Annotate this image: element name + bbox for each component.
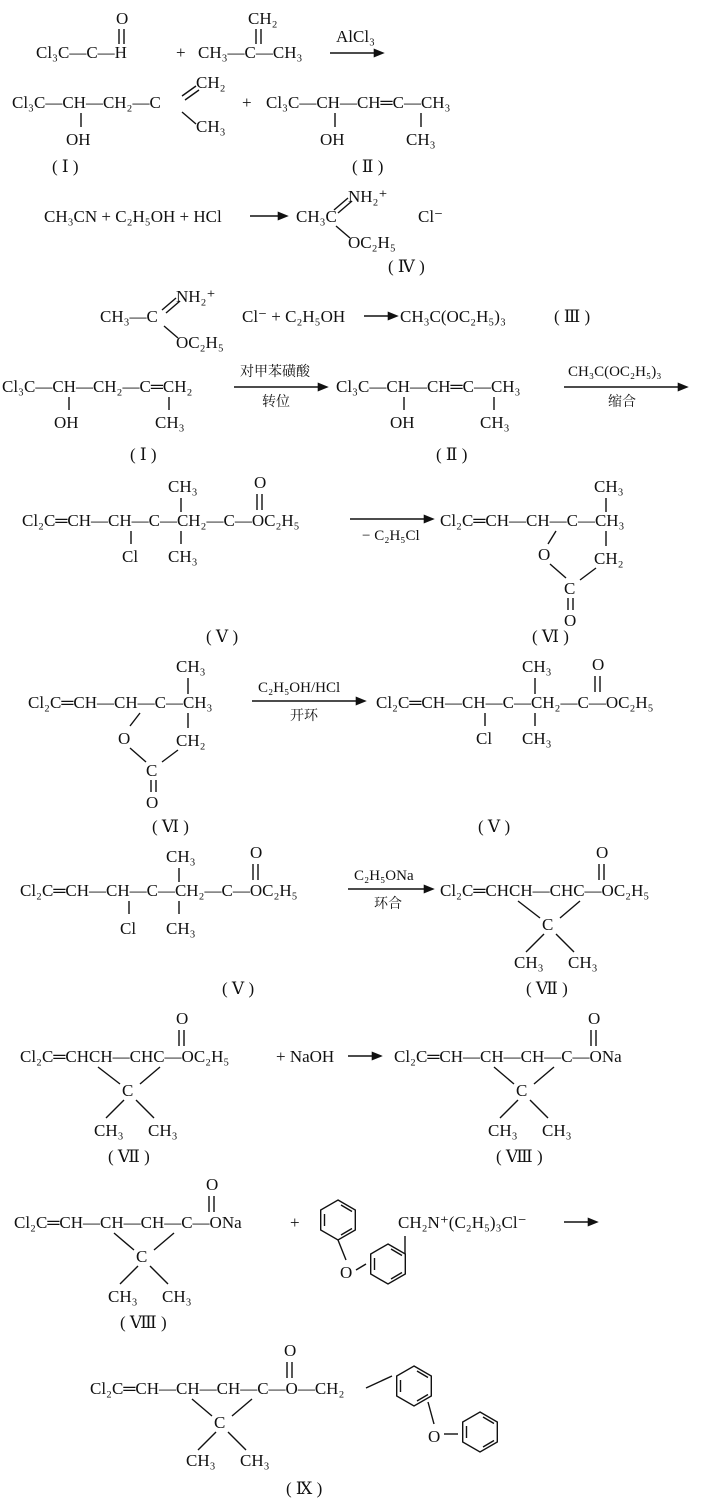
compound-v-o: O xyxy=(250,843,263,862)
reactants: CH₃CN + C₂H₅OH + HCl xyxy=(44,207,222,226)
compound-i-ch3: CH₃ xyxy=(155,413,185,432)
reaction-2 xyxy=(12,73,451,176)
label-ix: ( Ⅸ ) xyxy=(286,1479,323,1498)
plus-sign: + xyxy=(290,1213,300,1232)
chloride: Cl⁻ xyxy=(418,207,444,226)
compound-v-o: O xyxy=(254,473,267,492)
compound-ix-me1: CH₃ xyxy=(186,1451,216,1470)
compound-ii: Cl₃C—CH—CH═C—CH₃ xyxy=(336,377,521,396)
compound-viii-me2: CH₃ xyxy=(162,1287,192,1306)
trichloroacetaldehyde: Cl₃C—C—H xyxy=(36,43,127,62)
compound-viii: Cl₂C═CH—CH—CH—C—ONa xyxy=(394,1047,622,1066)
product-i-ch3: CH₃ xyxy=(196,117,226,136)
compound-vi-ring-o: O xyxy=(538,545,551,564)
condition-alcl3: AlCl₃ xyxy=(336,27,375,46)
plus-sign: + xyxy=(242,93,252,112)
product-i-oh: OH xyxy=(66,130,91,149)
compound-vi-ch2: CH₂ xyxy=(176,731,206,750)
condition-orthoester: CH₃C(OC₂H₅)₃ xyxy=(568,364,662,380)
compound-vi-c: C xyxy=(146,761,158,780)
compound-ii-ch3: CH₃ xyxy=(480,413,510,432)
compound-vi-ch2: CH₂ xyxy=(594,549,624,568)
compound-ii-oh: OH xyxy=(390,413,415,432)
compound-vii: Cl₂C═CHCH—CHC—OC₂H₅ xyxy=(20,1047,230,1066)
compound-v-o: O xyxy=(592,655,605,674)
condition-ring-open: 开环 xyxy=(290,708,318,724)
imidate-nh2: NH₂⁺ xyxy=(348,187,388,206)
compound-vii-o: O xyxy=(176,1009,189,1028)
product-ix xyxy=(90,1341,497,1498)
compound-v-cl: Cl xyxy=(476,729,493,748)
compound-vi-co: O xyxy=(564,611,577,630)
compound-vii-ring-c: C xyxy=(542,915,554,934)
compound-v-cl: Cl xyxy=(120,919,137,938)
compound-v-bot: CH₃ xyxy=(522,729,552,748)
isobutylene: CH₃—C—CH₃ xyxy=(198,43,303,62)
reactant-rest: Cl⁻ + C₂H₅OH xyxy=(242,307,346,326)
label-vi: ( Ⅵ ) xyxy=(532,627,569,646)
label-vii: ( Ⅶ ) xyxy=(108,1147,150,1166)
compound-vi-ring-o: O xyxy=(118,729,131,748)
product-i-ch2: CH₂ xyxy=(196,73,226,92)
reaction-5 xyxy=(2,363,688,464)
isobutylene-ch2: CH₂ xyxy=(248,9,278,28)
label-viii: ( Ⅷ ) xyxy=(496,1147,543,1166)
condition-rearrange: 转位 xyxy=(262,394,290,410)
compound-ix-me2: CH₃ xyxy=(240,1451,270,1470)
compound-ix-o: O xyxy=(284,1341,297,1360)
imidate-nh2: NH₂⁺ xyxy=(176,287,216,306)
reaction-10 xyxy=(14,1175,598,1332)
compound-v: Cl₂C═CH—CH—C—CH₂—C—OC₂H₅ xyxy=(20,881,298,900)
label-iv: ( Ⅳ ) xyxy=(388,257,425,276)
compound-i-oh: OH xyxy=(54,413,79,432)
label-viii: ( Ⅷ ) xyxy=(120,1313,167,1332)
compound-viii-ring-c: C xyxy=(136,1247,148,1266)
compound-vii-me2: CH₃ xyxy=(148,1121,178,1140)
imidate-oet: OC₂H₅ xyxy=(348,233,396,252)
compound-vi-top: CH₃ xyxy=(176,657,206,676)
compound-vii-me1: CH₃ xyxy=(514,953,544,972)
compound-ix: Cl₂C═CH—CH—CH—C—O—CH₂ xyxy=(90,1379,345,1398)
compound-vii-me1: CH₃ xyxy=(94,1121,124,1140)
compound-viii-me2: CH₃ xyxy=(542,1121,572,1140)
condition-cyclize: 环合 xyxy=(374,896,402,912)
ether-oxygen: O xyxy=(428,1427,441,1446)
label-v: ( Ⅴ ) xyxy=(222,979,255,998)
compound-vii-o: O xyxy=(596,843,609,862)
compound-vi-co: O xyxy=(146,793,159,812)
compound-viii-o: O xyxy=(588,1009,601,1028)
compound-v-bot: CH₃ xyxy=(166,919,196,938)
ether-oxygen: O xyxy=(340,1263,353,1282)
compound-vii-ring-c: C xyxy=(122,1081,134,1100)
plus-sign: + xyxy=(176,43,186,62)
compound-ix-ring-c: C xyxy=(214,1413,226,1432)
compound-viii: Cl₂C═CH—CH—CH—C—ONa xyxy=(14,1213,242,1232)
phenyl-ring-icon xyxy=(463,1412,498,1452)
product-ii-chain: Cl₃C—CH—CH═C—CH₃ xyxy=(266,93,451,112)
label-vi: ( Ⅵ ) xyxy=(152,817,189,836)
label-vii: ( Ⅶ ) xyxy=(526,979,568,998)
reaction-1 xyxy=(36,9,384,62)
label-v: ( Ⅴ ) xyxy=(206,627,239,646)
label-v: ( Ⅴ ) xyxy=(478,817,511,836)
product-ii-ch3: CH₃ xyxy=(406,130,436,149)
phenyl-ring-icon xyxy=(321,1200,356,1240)
benzyl-ring-icon xyxy=(397,1366,432,1406)
reaction-3 xyxy=(44,187,443,276)
compound-vi-top: CH₃ xyxy=(594,477,624,496)
orthoester: CH₃C(OC₂H₅)₃ xyxy=(400,307,506,326)
compound-vi: Cl₂C═CH—CH—C—CH₃ xyxy=(28,693,213,712)
label-iii: ( Ⅲ ) xyxy=(554,307,591,326)
label-ii: ( Ⅱ ) xyxy=(436,445,468,464)
condition-etona: C₂H₅ONa xyxy=(354,868,414,884)
compound-vii: Cl₂C═CHCH—CHC—OC₂H₅ xyxy=(440,881,650,900)
compound-viii-me1: CH₃ xyxy=(488,1121,518,1140)
label-ii: ( Ⅱ ) xyxy=(352,157,384,176)
reaction-7 xyxy=(28,655,654,836)
compound-v-top: CH₃ xyxy=(166,847,196,866)
compound-v-top: CH₃ xyxy=(522,657,552,676)
compound-v-bot: CH₃ xyxy=(168,547,198,566)
reaction-6 xyxy=(22,473,625,646)
compound-i: Cl₃C—CH—CH₂—C═CH₂ xyxy=(2,377,193,396)
benzyl-ammonium: CH₂N⁺(C₂H₅)₃Cl⁻ xyxy=(398,1213,527,1232)
imidate-carbon: CH₃—C xyxy=(100,307,158,326)
carbonyl-oxygen: O xyxy=(116,9,129,28)
compound-v-cl: Cl xyxy=(122,547,139,566)
imidate-oet: OC₂H₅ xyxy=(176,333,224,352)
compound-vi: Cl₂C═CH—CH—C—CH₃ xyxy=(440,511,625,530)
compound-v-top: CH₃ xyxy=(168,477,198,496)
compound-vi-c: C xyxy=(564,579,576,598)
benzyl-ring-icon xyxy=(371,1244,406,1284)
compound-viii-me1: CH₃ xyxy=(108,1287,138,1306)
imidate-carbon: CH₃C xyxy=(296,207,337,226)
label-i: ( Ⅰ ) xyxy=(130,445,157,464)
reaction-4 xyxy=(100,287,590,352)
reaction-9 xyxy=(20,1009,622,1166)
compound-viii-o: O xyxy=(206,1175,219,1194)
compound-viii-ring-c: C xyxy=(516,1081,528,1100)
compound-v: Cl₂C═CH—CH—C—CH₂—C—OC₂H₅ xyxy=(376,693,654,712)
reagent-naoh: + NaOH xyxy=(276,1047,335,1066)
product-i-chain: Cl₃C—CH—CH₂—C xyxy=(12,93,161,112)
condition-etoh-hcl: C₂H₅OH/HCl xyxy=(258,680,341,696)
label-i: ( Ⅰ ) xyxy=(52,157,79,176)
reaction-8 xyxy=(20,843,649,998)
product-ii-oh: OH xyxy=(320,130,345,149)
compound-vii-me2: CH₃ xyxy=(568,953,598,972)
compound-v: Cl₂C═CH—CH—C—CH₂—C—OC₂H₅ xyxy=(22,511,300,530)
condition-condense: 缩合 xyxy=(608,394,636,410)
condition-tsoh: 对甲苯磺酸 xyxy=(240,364,310,380)
condition-lose-etcl: − C₂H₅Cl xyxy=(362,528,420,544)
